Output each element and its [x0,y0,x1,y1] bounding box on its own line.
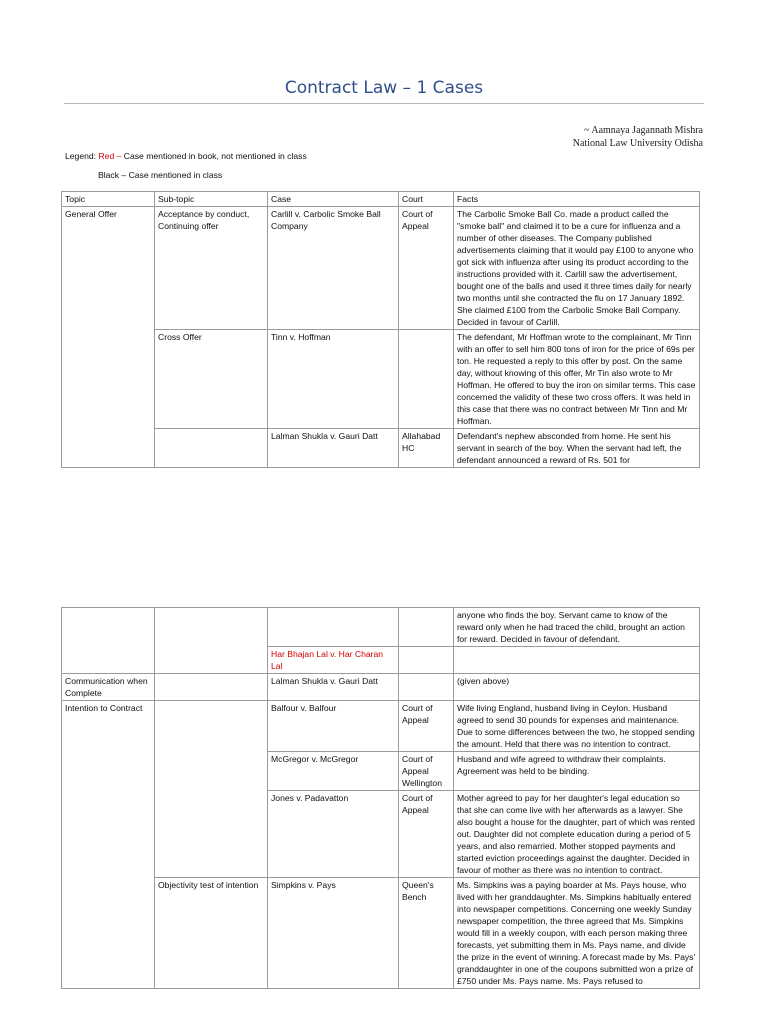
facts-cell: The Carbolic Smoke Ball Co. made a product called the "smoke ball" and claimed it to be a cure for influenza and a number of other diseases. The Company published advertisements claiming that it would pay £100 to anyone who got sick with influenza after using its product according to the instructions provided with it. Carlill saw the advertisement, bought one of the balls and used it three times daily for nearly two months until she contracted the flu on 17 January 1892. She claimed £100 from the Carbolic Smoke Ball Company. Decided in favour of Carlill. [454,207,700,330]
case-cell: Jones v. Padavatton [268,791,399,878]
title-divider [64,103,704,104]
facts-cell: The defendant, Mr Hoffman wrote to the complainant, Mr Tinn with an offer to sell him 800 tons of iron for the price of 69s per ton. He requested a reply to this offer by post. On the same day, without knowing of this offer, Mr Tin also wrote to Mr Hoffman. He offered to buy the iron on similar terms. This case concerned the validity of these two cross offers. It was held in this case that there was no contract between Mr Tinn and Mr Hoffman. [454,330,700,429]
facts-cell: Ms. Simpkins was a paying boarder at Ms. Pays house, who lived with her granddaughter. Ms. Simpkins habitually entered into newspaper competitions. Concerning one weekly Sunday newspaper competition, the three agreed that Ms. Simpkins would fill in a weekly coupon, with each person making three forecasts, yet submitting them in Ms. Pays name, and divide the prize in the event of winning. A forecast made by Ms. Pays' granddaughter in one of the coupons submitted won a prize of £750 under Ms. Pays name. Ms. Pays refused to [454,878,700,989]
case-cell: McGregor v. McGregor [268,752,399,791]
facts-cell: Husband and wife agreed to withdraw their complaints. Agreement was held to be binding. [454,752,700,791]
facts-cell: Mother agreed to pay for her daughter's legal education so that she can come live with her afterwards as a lawyer. She also bought a house for the daughter, part of which was rented out. Daughter did not complete education during a period of 5 years, and also remarried. Mother stopped payments and started eviction proceedings against the daughter. Decided in favour of mother as there was no intention to contract. [454,791,700,878]
case-cell [268,608,399,647]
subtopic-cell: Cross Offer [155,330,268,429]
legend-red-line [65,151,307,162]
legend-prefix: Legend: [65,151,99,161]
topic-cell [62,608,155,674]
topic-cell: Communication when Complete [62,674,155,701]
case-cell: Lalman Shukla v. Gauri Datt [268,674,399,701]
header-topic: Topic [62,192,155,207]
author-block [573,124,703,150]
topic-cell: General Offer [62,207,155,468]
subtopic-cell [155,429,268,468]
topic-cell: Intention to Contract [62,701,155,989]
facts-cell: anyone who finds the boy. Servant came to know of the reward only when he had traced the child, brought an action for reward. Decided in favour of defendant. [454,608,700,647]
court-cell [399,608,454,647]
author-name: ~ Aamnaya Jagannath Mishra [584,125,703,136]
table-row [62,330,700,429]
court-cell [399,647,454,674]
case-cell: Simpkins v. Pays [268,878,399,989]
table-header-row [62,192,700,207]
header-facts: Facts [454,192,700,207]
header-case: Case [268,192,399,207]
facts-cell: (given above) [454,674,700,701]
table-row [62,878,700,989]
case-cell: Carlill v. Carbolic Smoke Ball Company [268,207,399,330]
court-cell [399,674,454,701]
court-cell [399,330,454,429]
subtopic-cell [155,608,268,674]
legend-red-word: Red – [98,151,122,161]
court-cell: Queen's Bench [399,878,454,989]
facts-cell [454,647,700,674]
court-cell: Allahabad HC [399,429,454,468]
table-row [62,429,700,468]
case-cell: Tinn v. Hoffman [268,330,399,429]
header-subtopic: Sub-topic [155,192,268,207]
court-cell: Court of Appeal [399,701,454,752]
cases-table-page1 [61,191,700,468]
court-cell: Court of Appeal [399,207,454,330]
cases-table-page2 [61,607,700,989]
subtopic-cell: Acceptance by conduct, Continuing offer [155,207,268,330]
court-cell: Court of Appeal Wellington [399,752,454,791]
table-row [62,207,700,330]
facts-cell: Defendant's nephew absconded from home. He sent his servant in search of the boy. When the servant had left, the defendant announced a reward of Rs. 501 for [454,429,700,468]
case-cell: Balfour v. Balfour [268,701,399,752]
court-cell: Court of Appeal [399,791,454,878]
subtopic-cell [155,674,268,701]
header-court: Court [399,192,454,207]
author-institution: National Law University Odisha [572,138,703,149]
facts-cell: Wife living England, husband living in Ceylon. Husband agreed to send 30 pounds for expenses and maintenance. Due to some differences between the two, he stopped sending the amount. Held that there was no intention to contract. [454,701,700,752]
table-row [62,608,700,647]
legend-red-desc: Case mentioned in book, not mentioned in class [121,151,307,161]
subtopic-cell: Objectivity test of intention [155,878,268,989]
case-cell: Lalman Shukla v. Gauri Datt [268,429,399,468]
case-cell: Har Bhajan Lal v. Har Charan Lal [268,647,399,674]
table-row [62,674,700,701]
page-title: Contract Law – 1 Cases [284,78,484,98]
table-row [62,701,700,752]
legend-black-line: Black – Case mentioned in class [98,170,223,180]
subtopic-cell [155,701,268,878]
